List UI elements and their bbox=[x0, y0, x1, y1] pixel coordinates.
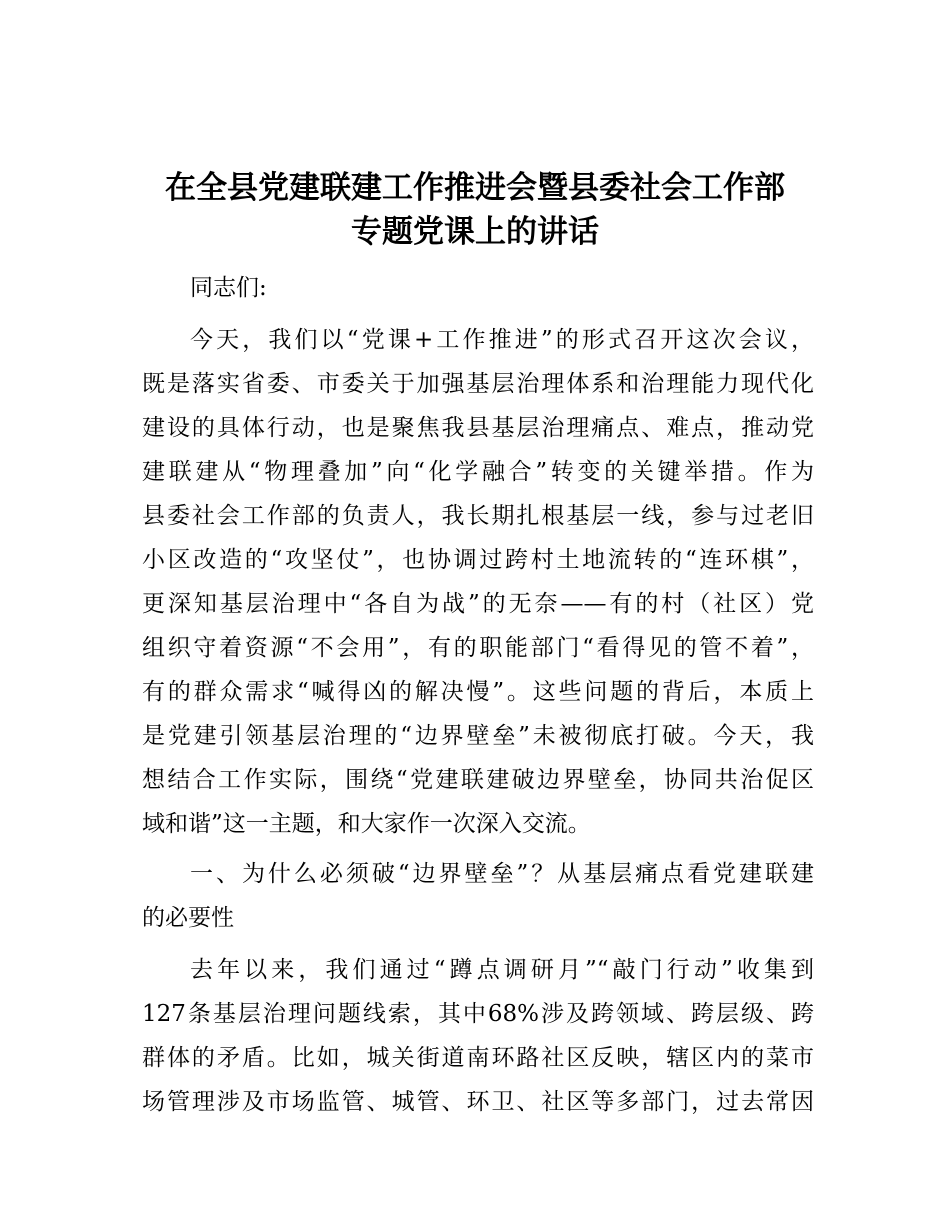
salutation: 同志们: bbox=[190, 275, 267, 301]
paragraph-1-line: 是党建引领基层治理的“边界壁垒”未被彻底打破。今天，我 bbox=[142, 723, 814, 749]
document-title-line-2: 专题党课上的讲话 bbox=[351, 214, 599, 250]
paragraph-2-line: 127条基层治理问题线索，其中68%涉及跨领域、跨层级、跨 bbox=[142, 1001, 814, 1027]
paragraph-2-line: 去年以来，我们通过“蹲点调研月”“敲门行动”收集到 bbox=[190, 957, 814, 983]
paragraph-2-line: 群体的矛盾。比如，城关街道南环路社区反映，辖区内的菜市 bbox=[142, 1045, 814, 1071]
paragraph-1-line: 建联建从“物理叠加”向“化学融合”转变的关键举措。作为 bbox=[142, 459, 814, 485]
paragraph-1-line: 域和谐”这一主题，和大家作一次深入交流。 bbox=[142, 811, 591, 837]
document-title-line-1: 在全县党建联建工作推进会暨县委社会工作部 bbox=[165, 170, 785, 206]
section-heading-line: 一、为什么必须破“边界壁垒”？从基层痛点看党建联建 bbox=[190, 861, 814, 887]
paragraph-2-line: 场管理涉及市场监管、城管、环卫、社区等多部门，过去常因 bbox=[142, 1089, 814, 1115]
paragraph-1-line: 小区改造的“攻坚仗”，也协调过跨村土地流转的“连环棋”， bbox=[142, 547, 814, 573]
paragraph-1-line: 今天，我们以“党课+工作推进”的形式召开这次会议， bbox=[190, 327, 814, 353]
section-heading-line: 的必要性 bbox=[142, 905, 234, 931]
paragraph-1-line: 组织守着资源“不会用”，有的职能部门“看得见的管不着”， bbox=[142, 635, 814, 661]
paragraph-1-line: 县委社会工作部的负责人，我长期扎根基层一线，参与过老旧 bbox=[142, 503, 814, 529]
paragraph-1-line: 既是落实省委、市委关于加强基层治理体系和治理能力现代化 bbox=[142, 371, 814, 397]
paragraph-1-line: 想结合工作实际，围绕“党建联建破边界壁垒，协同共治促区 bbox=[142, 767, 814, 793]
paragraph-1-line: 更深知基层治理中“各自为战”的无奈——有的村（社区）党 bbox=[142, 591, 814, 617]
paragraph-1-line: 建设的具体行动，也是聚焦我县基层治理痛点、难点，推动党 bbox=[142, 415, 814, 441]
paragraph-1-line: 有的群众需求“喊得凶的解决慢”。这些问题的背后，本质上 bbox=[142, 679, 814, 705]
